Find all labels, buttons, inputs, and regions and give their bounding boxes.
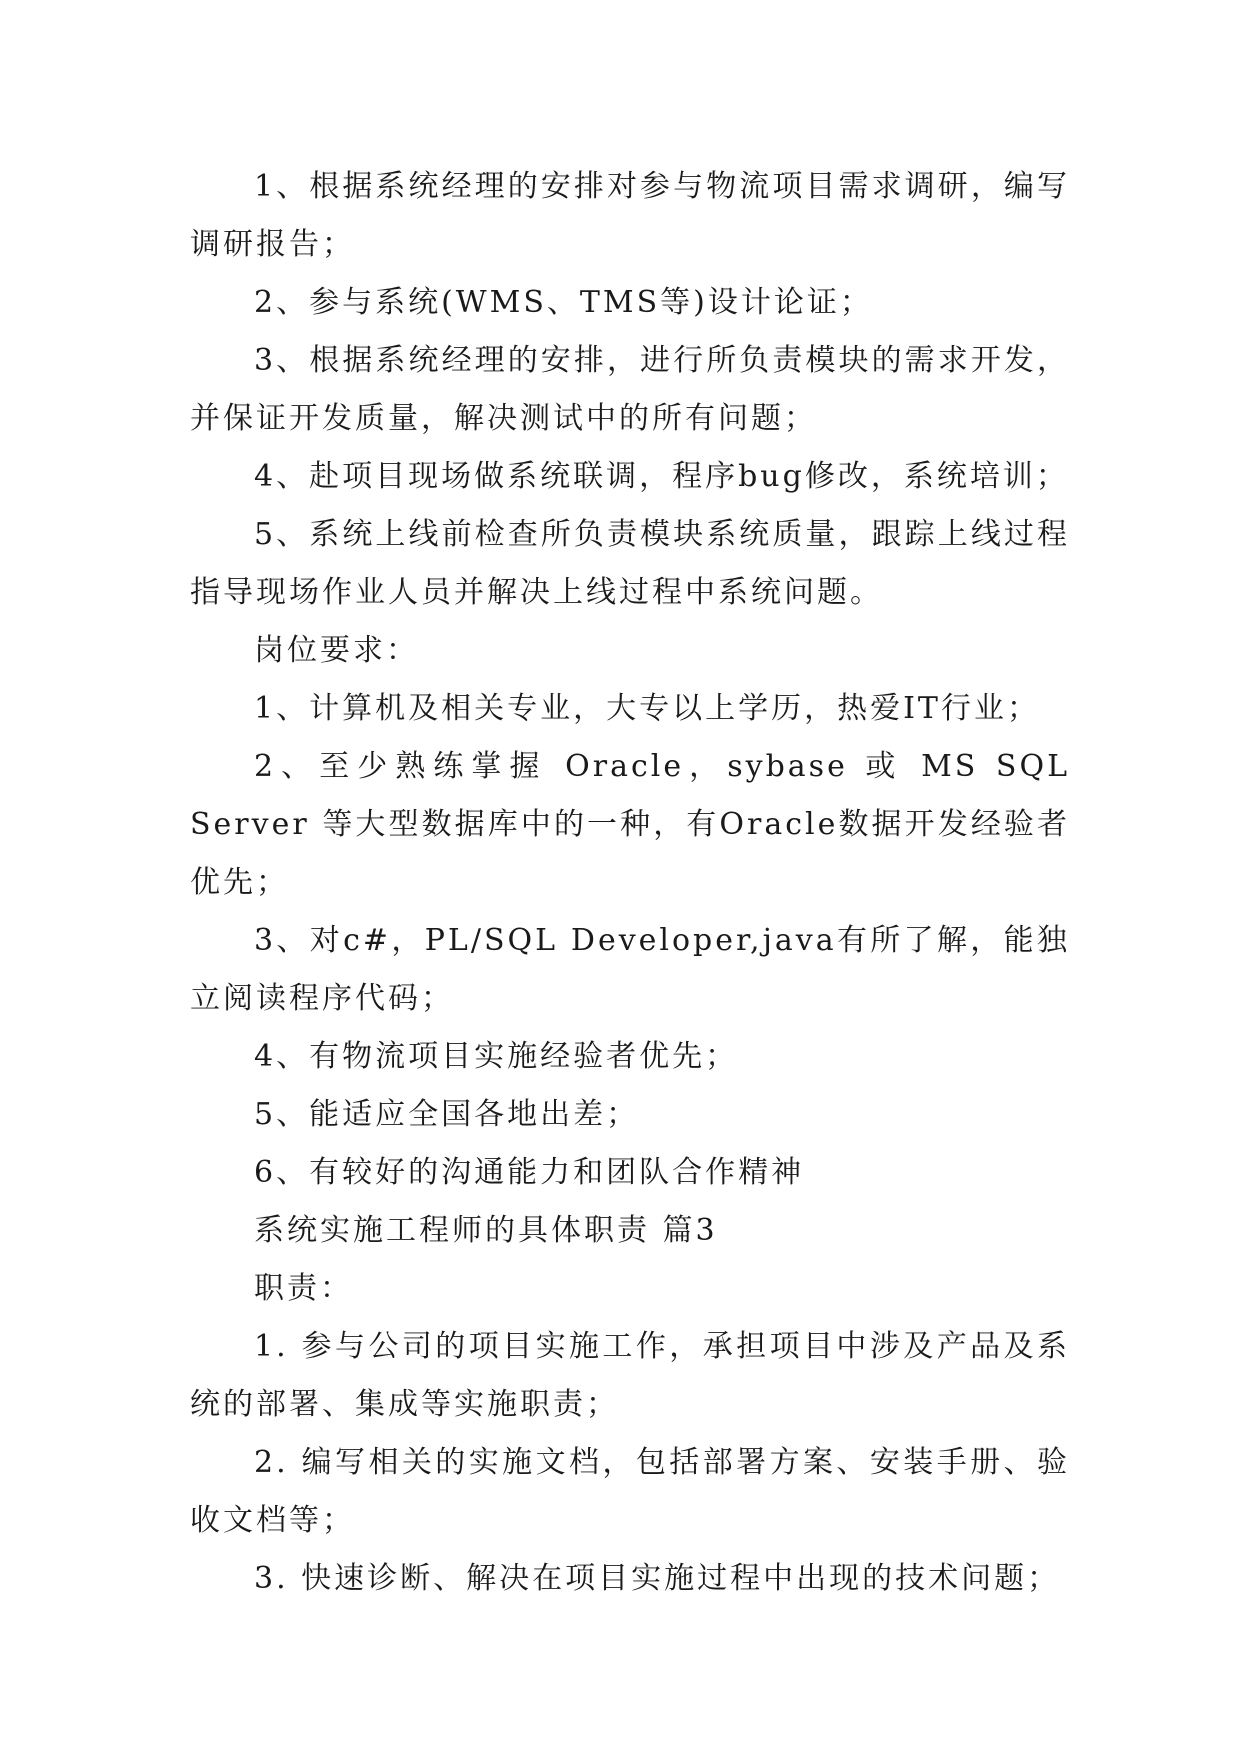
document-body: [190, 158, 1070, 1608]
section-title: 系统实施工程师的具体职责 篇3: [254, 1213, 718, 1248]
paragraph-duty-1: 1、根据系统经理的安排对参与物流项目需求调研，编写调研报告；: [190, 169, 1070, 262]
heading-requirements: 岗位要求：: [254, 633, 419, 668]
paragraph-duty-b1: 1. 参与公司的项目实施工作，承担项目中涉及产品及系统的部署、集成等实施职责；: [190, 1329, 1070, 1422]
paragraph-duty-b3: 3. 快速诊断、解决在项目实施过程中出现的技术问题；: [254, 1561, 1061, 1596]
paragraph-requirement-1: 1、计算机及相关专业，大专以上学历，热爱IT行业；: [254, 691, 1040, 726]
paragraph-duty-2: 2、参与系统(WMS、TMS等)设计论证；: [254, 285, 873, 320]
paragraph-requirement-4: 4、有物流项目实施经验者优先；: [254, 1039, 739, 1074]
paragraph-duty-5: 5、系统上线前检查所负责模块系统质量，跟踪上线过程指导现场作业人员并解决上线过程中系统问题。: [190, 517, 1070, 610]
paragraph-duty-4: 4、赴项目现场做系统联调，程序bug修改，系统培训；: [254, 459, 1069, 494]
paragraph-requirement-3: 3、对c#，PL/SQL Developer,java有所了解，能独立阅读程序代码；: [190, 923, 1070, 1016]
paragraph-duty-3: 3、根据系统经理的安排，进行所负责模块的需求开发，并保证开发质量，解决测试中的所有问题；: [190, 343, 1070, 436]
paragraph-requirement-2: 2、至少熟练掌握 Oracle，sybase 或 MS SQL Server 等大型数据库中的一种，有Oracle数据开发经验者优先；: [190, 749, 1070, 900]
paragraph-requirement-6: 6、有较好的沟通能力和团队合作精神: [254, 1155, 805, 1190]
heading-duties: 职责：: [254, 1271, 353, 1306]
paragraph-requirement-5: 5、能适应全国各地出差；: [254, 1097, 640, 1132]
paragraph-duty-b2: 2. 编写相关的实施文档，包括部署方案、安装手册、验收文档等；: [190, 1445, 1070, 1538]
